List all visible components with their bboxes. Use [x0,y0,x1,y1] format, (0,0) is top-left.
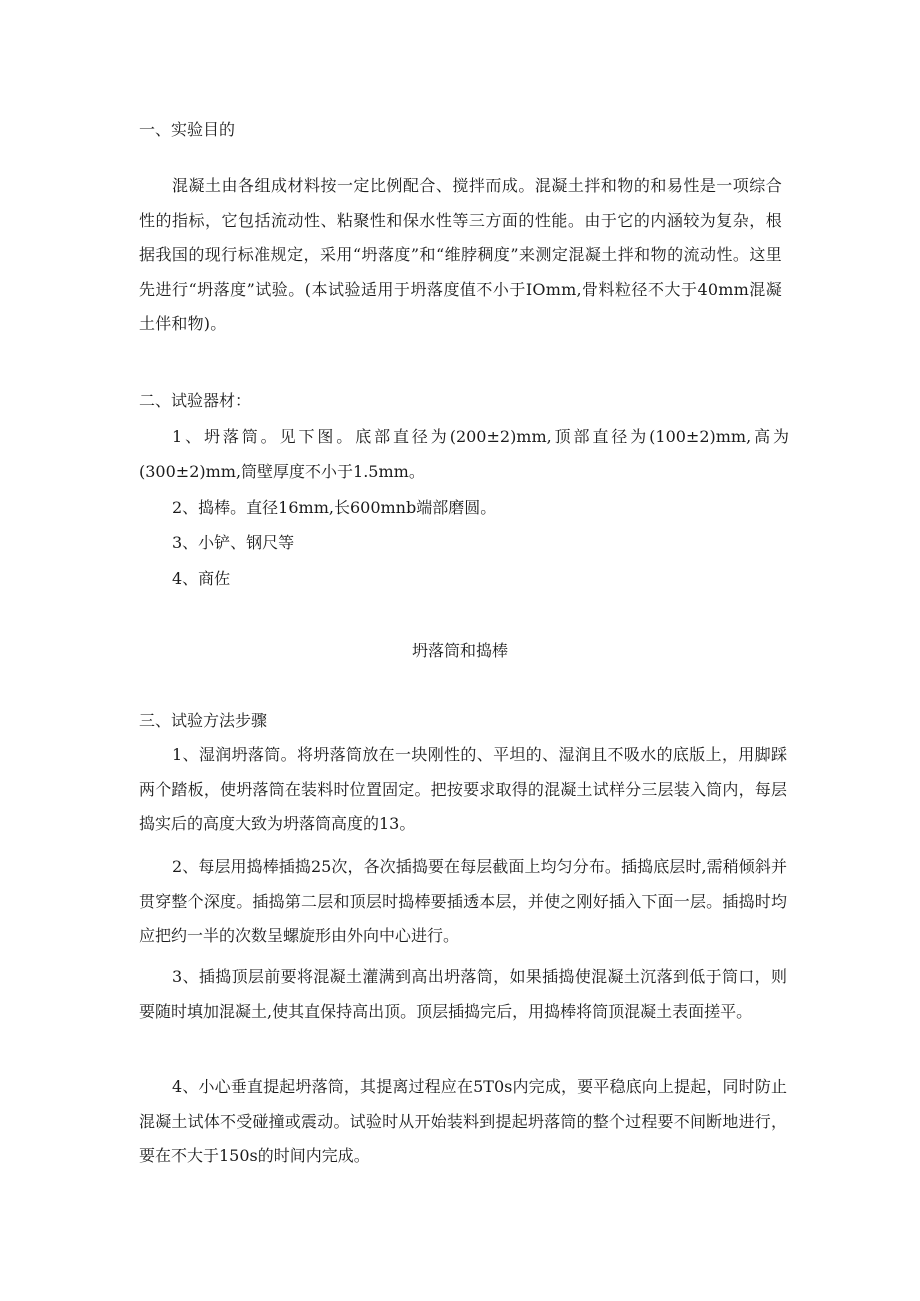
section-heading-equipment: 二、试验器材： [139,391,252,410]
purpose-paragraph: 混凝土由各组成材料按一定比例配合、搅拌而成。混凝土拌和物的和易性是一项综合性的指标，它包括流动性、粘聚性和保水性等三方面的性能。由于它的内涵较为复杂，根据我国的现行标准规定，采用“坍落度”和“维脖稠度”来测定混凝土拌和物的流动性。这里先进行“坍落度”试验。(本试验适用于坍落度值不小于IOmm,骨料粒径不大于40mm混凝土伴和物)。 [139,176,782,333]
section-heading-procedure: 三、试验方法步骤 [139,711,268,730]
equipment-item-4: 4、商佐 [172,569,231,588]
section-heading-purpose: 一、实验目的 [139,120,236,139]
equipment-item-2: 2、捣棒。直径16mm,长600mnb端部磨圆。 [172,498,497,517]
figure-caption: 坍落筒和捣棒 [411,641,508,660]
equipment-item-1: 1、坍落筒。见下图。底部直径为(200±2)mm,顶部直径为(100±2)mm,高为(300±2)mm,筒壁厚度不小于1.5mm。 [139,427,789,481]
procedure-step-1: 1、湿润坍落筒。将坍落筒放在一块刚性的、平坦的、湿润且不吸水的底版上，用脚踩两个踏板，使坍落筒在装料时位置固定。把按要求取得的混凝土试样分三层装入筒内，每层捣实后的高度大致为坍落筒高度的13。 [139,745,787,833]
procedure-step-4: 4、小心垂直提起坍落筒，其提离过程应在5T0s内完成，要平稳底向上提起，同时防止混凝土试体不受碰撞或震动。试验时从开始装料到提起坍落筒的整个过程要不间断地进行，要在不大于150s的时间内完成。 [139,1077,787,1165]
procedure-step-2: 2、每层用捣棒插捣25次，各次插捣要在每层截面上均匀分布。插捣底层时,需稍倾斜并贯穿整个深度。插捣第二层和顶层时捣棒要插透本层，并使之刚好插入下面一层。插捣时均应把约一半的次数呈螺旋形由外向中心进行。 [139,857,787,945]
procedure-step-3: 3、插捣顶层前要将混凝土灌满到高出坍落筒，如果插捣使混凝土沉落到低于筒口，则要随时填加混凝土,使其直保持高出顶。顶层插捣完后，用捣棒将筒顶混凝土表面搓平。 [139,967,787,1021]
equipment-item-3: 3、小铲、钢尺等 [172,533,295,552]
